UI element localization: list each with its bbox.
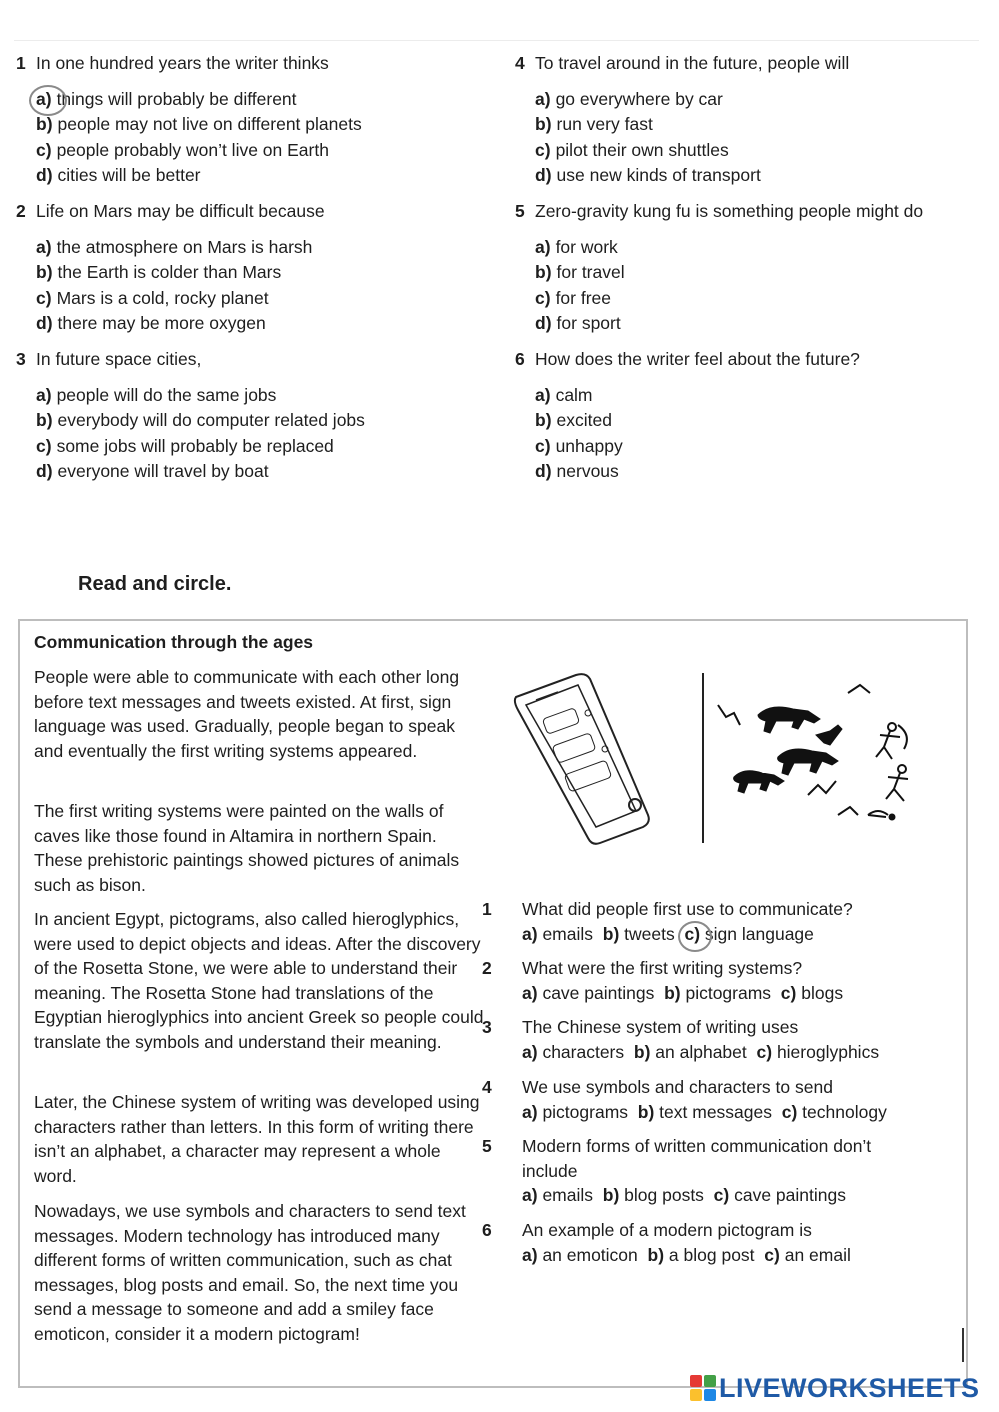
question-text: In future space cities, [36,349,202,369]
smartphone-illustration [515,674,649,844]
option-c[interactable]: c) blogs [780,982,844,1003]
reading-question-3 [482,1015,942,1064]
option-c[interactable]: c) hieroglyphics [756,1041,880,1062]
option-a[interactable]: a) calm [535,384,593,405]
question-number: 5 [515,201,525,221]
question-number: 4 [515,53,525,73]
question-6 [515,347,860,485]
option-b[interactable]: b) people may not live on different planets [36,114,362,134]
question-5 [515,199,923,337]
option-c[interactable]: c) unhappy [535,435,623,456]
option-a[interactable]: a) the atmosphere on Mars is harsh [36,236,313,257]
brand-watermark[interactable] [690,1372,980,1404]
illustration [508,665,928,850]
options-row [502,1040,942,1065]
option-a[interactable]: a) cave paintings [522,982,655,1003]
option-d[interactable]: d) everyone will travel by boat [36,461,269,481]
option-c[interactable]: c) cave paintings [713,1185,846,1206]
option-b[interactable]: b) tweets [602,923,675,944]
answer-circle [29,85,67,116]
option-b[interactable]: b) everybody will do computer related jobs [36,410,365,430]
question-number: 3 [16,349,26,369]
option-d[interactable]: d) use new kinds of transport [535,165,761,185]
logo-square [704,1375,716,1387]
brand-name: LIVEWORKSHEETS [719,1372,980,1403]
reading-question-1 [482,897,942,946]
reading-question-6 [482,1218,942,1267]
option-b[interactable]: b) blog posts [602,1185,704,1206]
option-b[interactable]: b) a blog post [647,1244,755,1265]
liveworksheets-logo-icon [690,1375,716,1401]
question-number: 1 [482,899,492,919]
option-b[interactable]: b) the Earth is colder than Mars [36,262,282,282]
options-row [502,981,942,1006]
option-c[interactable]: c) people probably won’t live on Earth [36,139,329,160]
option-b[interactable]: b) an alphabet [633,1041,747,1062]
reading-paragraph-2: The first writing systems were painted on the walls of caves like those found in Altamira in northern Spain. These prehistoric paintings showed pictures of animals such as bison. [34,801,460,895]
reading-paragraph-5: Nowadays, we use symbols and characters to send text messages. Modern technology has introduced many different forms of written communication, such as chat messages, blog posts and email. So, the next time you send a message to someone and add a smiley face emoticon, consider it a modern pictogram! [34,1201,466,1344]
option-b[interactable]: b) excited [535,410,612,430]
top-divider [14,40,979,41]
question-text: What were the first writing systems? [522,958,803,978]
question-number: 2 [16,201,26,221]
logo-square [704,1389,716,1401]
option-a[interactable]: a) emails [522,923,594,944]
reading-title: Communication through the ages [34,632,314,652]
option-b[interactable]: b) text messages [637,1101,772,1122]
option-d[interactable]: d) cities will be better [36,165,201,185]
reading-question-5 [482,1134,922,1208]
question-text: To travel around in the future, people will [535,53,850,73]
question-number: 3 [482,1017,492,1037]
option-c[interactable]: c) technology [781,1101,887,1122]
option-b[interactable]: b) pictograms [664,982,772,1003]
scan-edge-mark [962,1328,964,1362]
question-text: We use symbols and characters to send [522,1077,833,1097]
question-number: 6 [482,1220,492,1240]
question-text: How does the writer feel about the future? [535,349,860,369]
option-d[interactable]: d) there may be more oxygen [36,313,266,333]
question-number: 1 [16,53,26,73]
reading-paragraph-3: In ancient Egypt, pictograms, also called hieroglyphics, were used to depict objects and ideas. After the discovery of the Rosetta Stone, we were able to understand their meaning. The Rosetta Stone had translations of the Egyptian hieroglyphics into ancient Greek so people could translate the symbols and understand their meaning. [34,909,484,1052]
option-c[interactable]: c) some jobs will probably be replaced [36,435,334,456]
options-row [502,1243,942,1268]
option-b[interactable]: b) run very fast [535,114,653,134]
option-b[interactable]: b) for travel [535,262,625,282]
answer-circle [678,921,712,952]
question-3 [16,347,365,485]
reading-question-4 [482,1075,942,1124]
question-1 [16,51,362,189]
reading-question-2 [482,956,942,1005]
question-text: Zero-gravity kung fu is something people might do [535,201,924,221]
reading-paragraph-4: Later, the Chinese system of writing was developed using characters rather than letters. In this form of writing there isn’t an alphabet, a character may represent a whole word. [34,1092,480,1186]
options-row [502,1100,942,1125]
option-a[interactable]: a) go everywhere by car [535,88,723,109]
logo-square [690,1389,702,1401]
question-number: 5 [482,1136,492,1156]
option-c[interactable]: c) pilot their own shuttles [535,139,729,160]
question-text: What did people first use to communicate? [522,899,853,919]
option-a[interactable]: a) pictograms [522,1101,629,1122]
question-2 [16,199,325,337]
section-heading: Read and circle. [78,573,232,595]
question-text: Life on Mars may be difficult because [36,201,325,221]
options-row [502,1183,922,1208]
option-a[interactable]: a) people will do the same jobs [36,384,277,405]
question-text: In one hundred years the writer thinks [36,53,329,73]
option-a[interactable]: a) an emoticon [522,1244,638,1265]
option-c[interactable]: c) Mars is a cold, rocky planet [36,287,269,308]
question-text: An example of a modern pictogram is [522,1220,812,1240]
cave-painting-illustration [718,685,908,820]
question-number: 4 [482,1077,492,1097]
option-d[interactable]: d) nervous [535,461,619,481]
question-number: 2 [482,958,492,978]
option-c[interactable]: c) sign language [684,924,813,944]
options-row [502,922,942,947]
option-d[interactable]: d) for sport [535,313,621,333]
reading-paragraph-1: People were able to communicate with each other long before text messages and tweets existed. At first, sign language was used. Gradually, people began to speak and eventually the first writing systems appeared. [34,667,460,761]
question-text: Modern forms of written communication don’t include [522,1136,872,1181]
question-text: The Chinese system of writing uses [522,1017,799,1037]
option-a[interactable]: a) for work [535,236,618,257]
question-number: 6 [515,349,525,369]
logo-square [690,1375,702,1387]
option-c[interactable]: c) for free [535,287,612,308]
option-a[interactable]: a) characters [522,1041,625,1062]
question-4 [515,51,849,189]
option-c[interactable]: c) an email [764,1244,851,1265]
option-a[interactable]: a) emails [522,1185,594,1206]
option-a[interactable]: a) things will probably be different [36,87,362,113]
